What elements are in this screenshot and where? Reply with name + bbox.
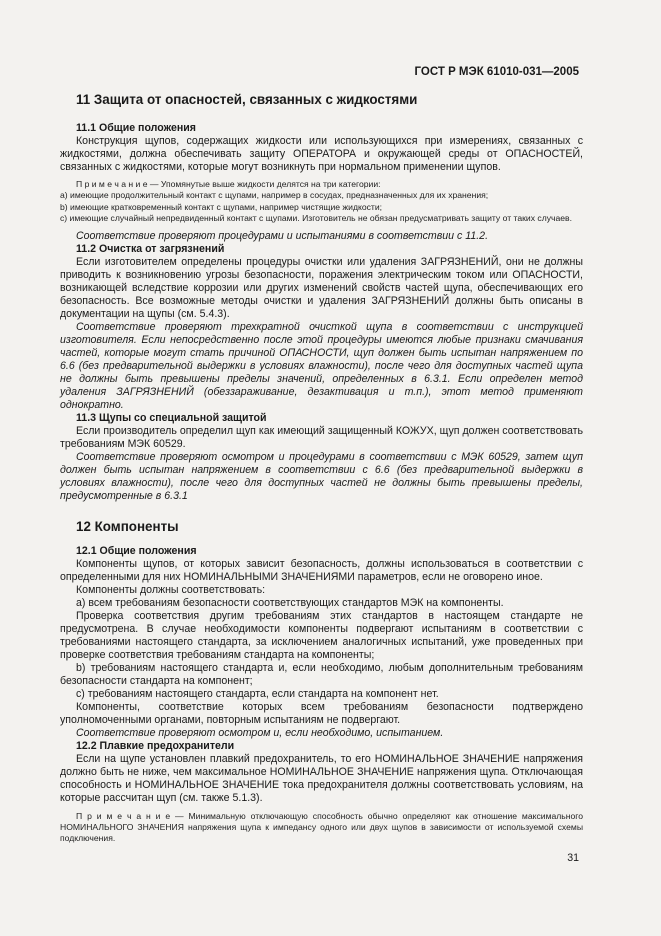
section-12-title: 12 Компоненты [76, 518, 179, 534]
section-11-title: 11 Защита от опасностей, связанных с жидкостями [76, 92, 418, 107]
paragraph-12-1-2: Компоненты должны соответствовать: [76, 583, 266, 596]
subsection-12-1-title: 12.1 Общие положения [76, 544, 197, 557]
paragraph-11-3: Если производитель определил щуп как имеющий защищенный КОЖУХ, щуп должен соответствовать требованиям МЭК 60529. [60, 424, 583, 450]
subsection-11-1-title: 11.1 Общие положения [76, 122, 196, 134]
document-header: ГОСТ Р МЭК 61010-031—2005 [414, 66, 579, 78]
paragraph-12-1-4: Компоненты, соответствие которых всем требованиям безопасности подтверждено уполномоченными органами, повторным испытаниям не подвергают. [60, 700, 583, 726]
note-item-a: a) имеющие продолжительный контакт с щупами, например в сосудах, предназначенных для их хранения; [60, 190, 489, 201]
list-item-a: a) всем требованиям безопасности соответствующих стандартов МЭК на компоненты. [76, 596, 504, 609]
paragraph-12-1-3: Проверка соответствия другим требованиям этих стандартов в настоящем стандарте не предусмотрена. В случае необходимости компоненты подвергают испытаниям в соответствии с требованиями настоящего стандарта, за исключением аналогичных испытаний, уже проведенных при проверке соответствия требованиям стандарта на компоненты; [60, 609, 583, 661]
note-12-2: П р и м е ч а н и е — Минимальную отключающую способность обычно определяют как отношение максимального НОМИНАЛЬНОГО ЗНАЧЕНИЯ напряжения щупа к импедансу одного или двух щупов в зависимости от используемой схемы подключения. [60, 810, 583, 844]
paragraph-12-1-1: Компоненты щупов, от которых зависит безопасность, должны использоваться в соответствии с определенными для них НОМИНАЛЬНЫМИ ЗНАЧЕНИЯМИ параметров, если не оговорено иное. [60, 557, 583, 583]
paragraph-11-1: Конструкция щупов, содержащих жидкости или использующихся при измерениях, связанных с жидкостями, должна обеспечивать защиту ОПЕРАТОРА и окружающей среды от ОПАСНОСТЕЙ, связанных с жидкостями, которые могут возникнуть при нормальном применении щупов. [60, 135, 583, 173]
page-number: 31 [567, 852, 579, 864]
compliance-11-2: Соответствие проверяют трехкратной очисткой щупа в соответствии с инструкцией изготовителя. Если непосредственно после этой процедуры имеются любые признаки смачивания частей, которые могут стать причиной ОПАСНОСТИ, щуп должен быть испытан напряжением по 6.6 (без предварительной выдержки в условиях влажности), после чего для доступных частей щупа не должны быть превышены пределы значений, определенных в 6.3.1. Если определен метод удаления ЗАГРЯЗНЕНИЙ (обеззараживание, дезактивация и т.п.), этот метод применяют однократно. [60, 320, 583, 411]
list-item-b: b) требованиям настоящего стандарта и, если необходимо, любым дополнительным требованиям безопасности стандарта на компонент; [60, 661, 583, 687]
compliance-12-1: Соответствие проверяют осмотром и, если необходимо, испытанием. [76, 726, 444, 739]
subsection-12-2-title: 12.2 Плавкие предохранители [76, 739, 235, 752]
compliance-11-1: Соответствие проверяют процедурами и испытаниями в соответствии с 11.2. [76, 229, 489, 242]
note-item-c: c) имеющие случайный непредвиденный контакт с щупами. Изготовитель не обязан предусматривать защиту от таких случаев. [60, 213, 572, 224]
page-content [60, 92, 583, 845]
note-intro: П р и м е ч а н и е — Упомянутые выше жидкости делятся на три категории: [76, 179, 381, 189]
subsection-11-3-title: 11.3 Щупы со специальной защитой [76, 411, 267, 424]
paragraph-11-2: Если изготовителем определены процедуры очистки или удаления ЗАГРЯЗНЕНИЙ, они не должны приводить к возникновению угрозы безопасности, поражения электрическим током или ОПАСНОСТИ, возникающей вследствие коррозии или других изменений свойств частей щупа, обеспечивающих его безопасность. Все возможные методы очистки и удаления ЗАГРЯЗНЕНИЙ должны быть описаны в документации на щупы (см. 5.4.3). [60, 255, 583, 320]
list-item-c: c) требованиям настоящего стандарта, если стандарта на компонент нет. [76, 687, 439, 700]
compliance-11-3: Соответствие проверяют осмотром и процедурами в соответствии с МЭК 60529, затем щуп должен быть испытан напряжением в соответствии с 6.6 (без предварительной выдержки в условиях влажности), после чего для доступных частей не должны быть превышены пределы, предусмотренные в 6.3.1 [60, 450, 583, 502]
paragraph-12-2: Если на щупе установлен плавкий предохранитель, то его НОМИНАЛЬНОЕ ЗНАЧЕНИЕ напряжения должно быть не ниже, чем максимальное НОМИНАЛЬНОЕ ЗНАЧЕНИЕ напряжения щупа. Отключающая способность и НОМИНАЛЬНОЕ ЗНАЧЕНИЕ тока предохранителя должны соответствовать условиям, на которые рассчитан щуп (см. также 5.1.3). [60, 752, 583, 804]
subsection-11-2-title: 11.2 Очистка от загрязнений [76, 242, 225, 255]
note-item-b: b) имеющие кратковременный контакт с щупами, например чистящие жидкости; [60, 201, 383, 212]
